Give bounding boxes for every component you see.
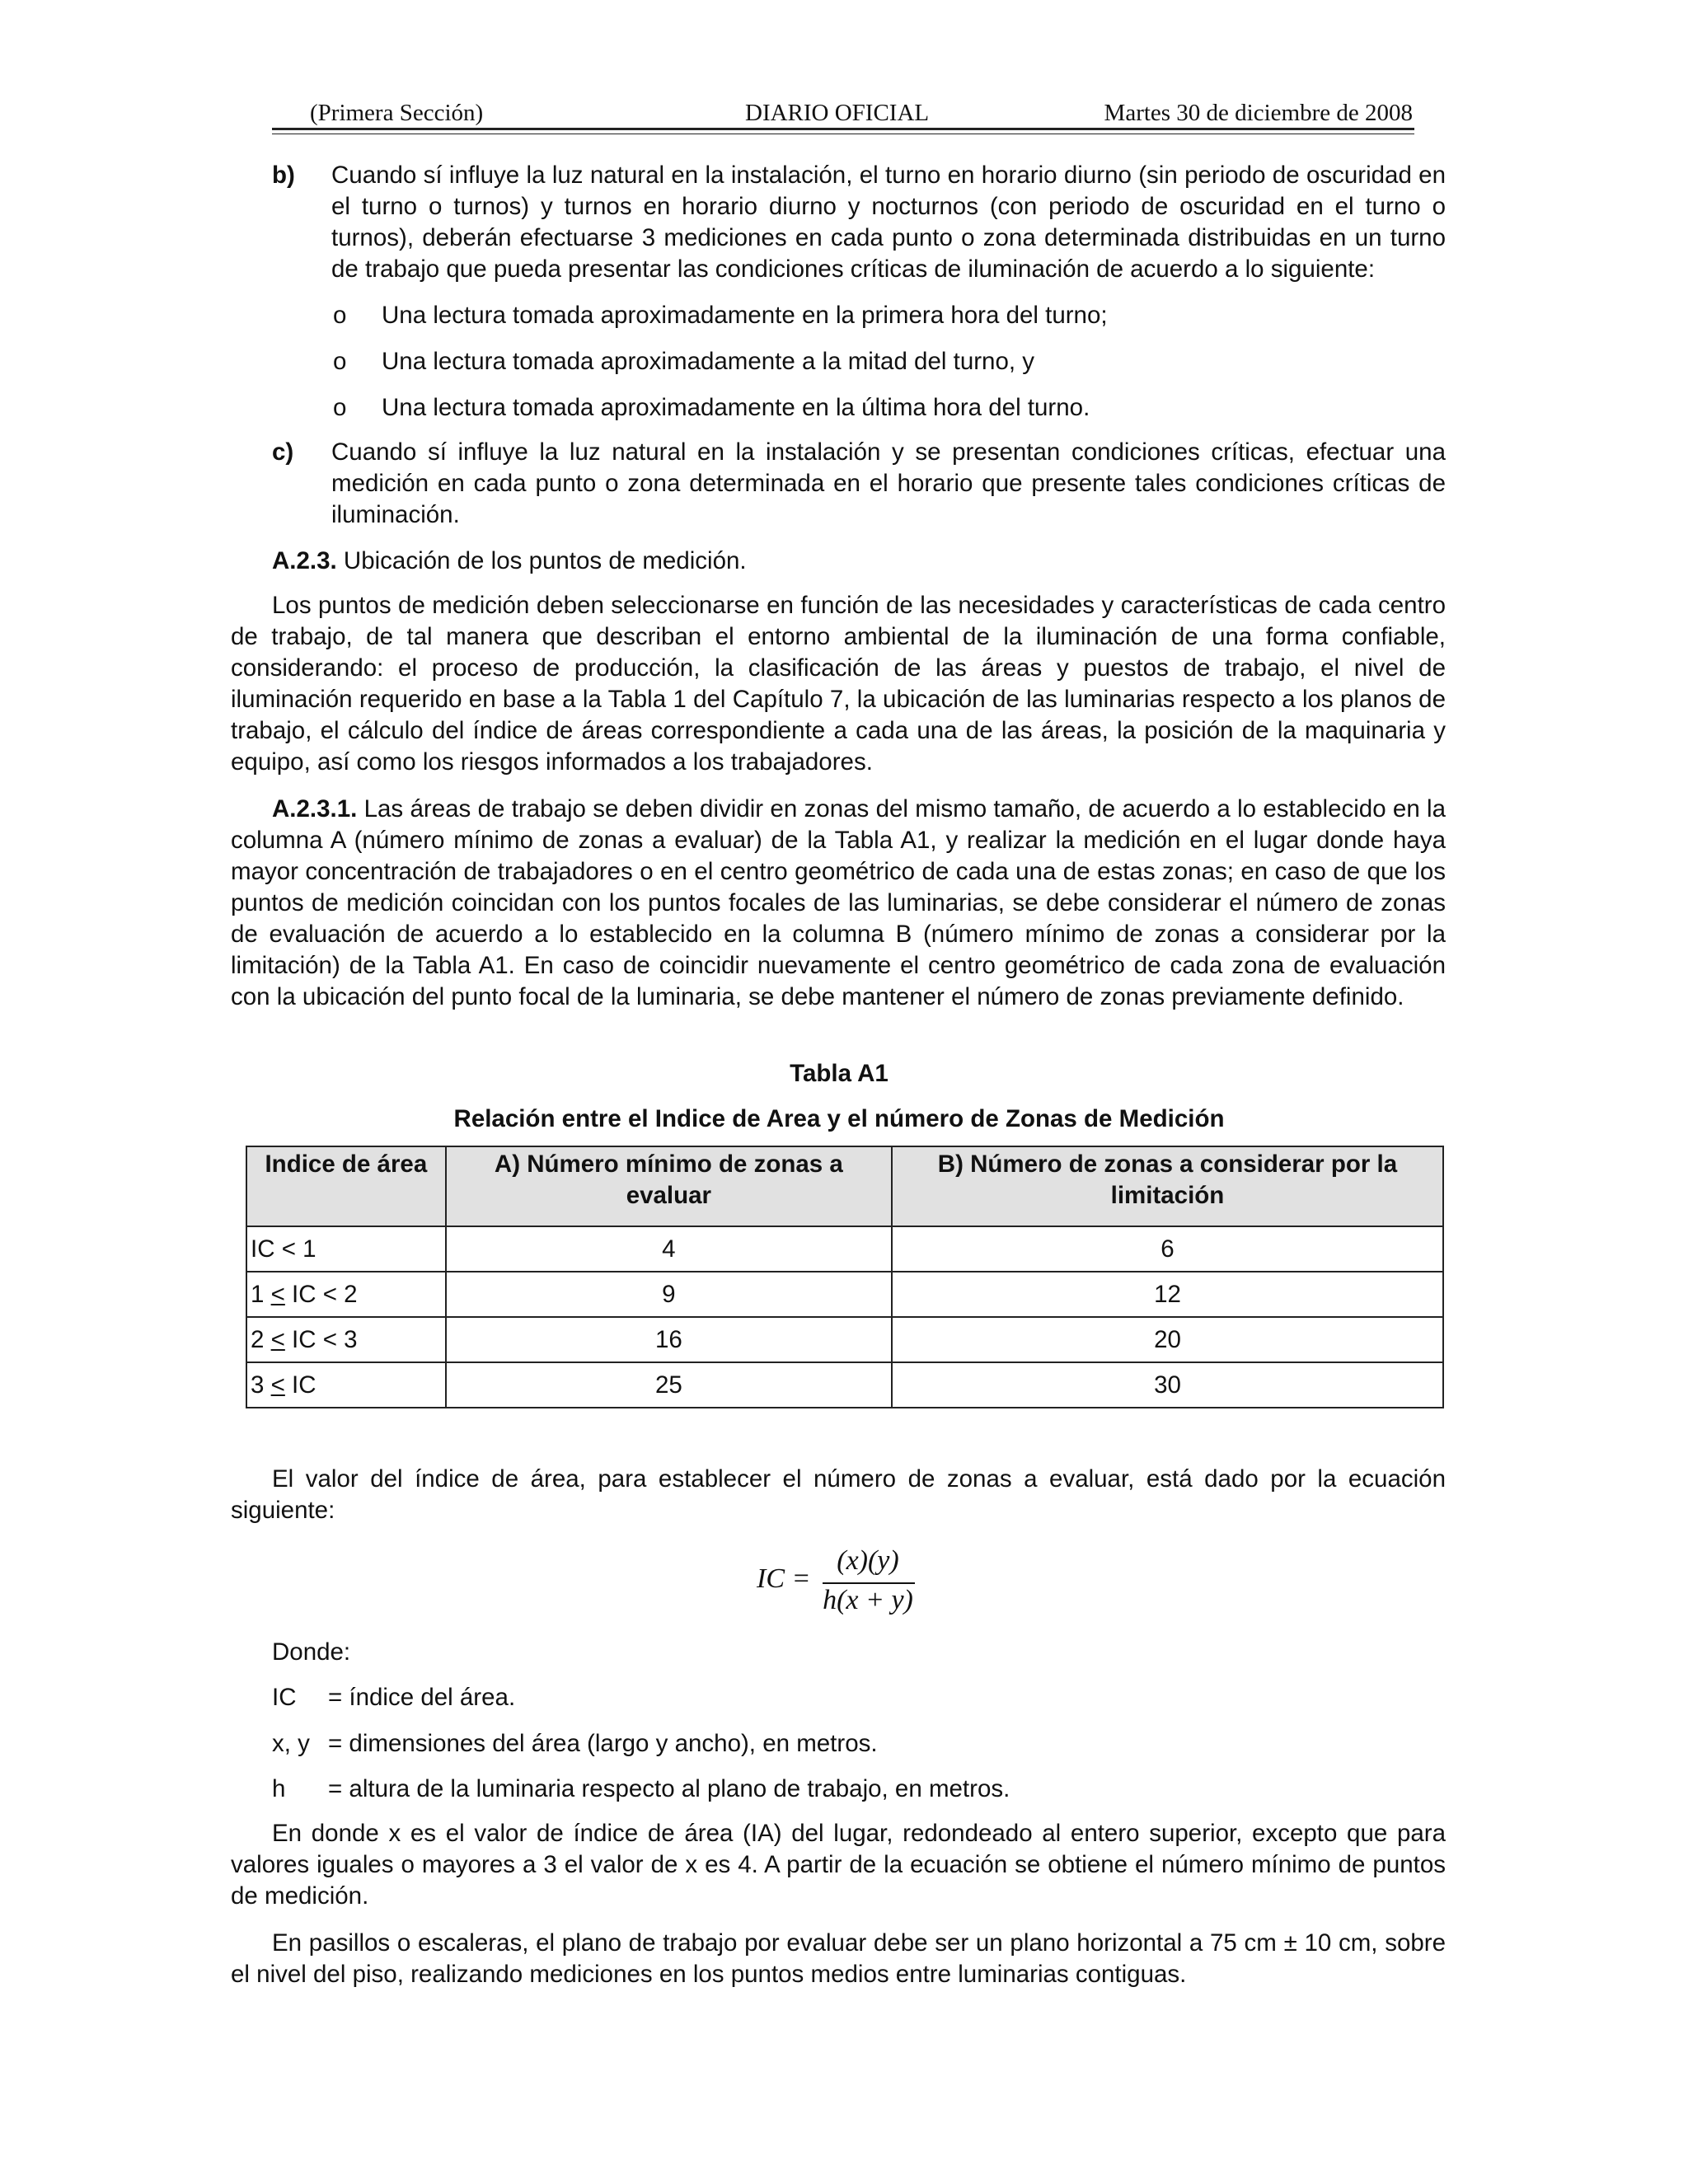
table-cell-min-zones: 16 bbox=[446, 1317, 892, 1362]
section-a231-paragraph bbox=[231, 794, 1446, 1013]
definition-term: IC bbox=[272, 1684, 297, 1711]
section-a23-heading bbox=[272, 546, 1446, 577]
header-date: Martes 30 de diciembre de 2008 bbox=[1104, 100, 1413, 126]
fraction-bar bbox=[823, 1582, 915, 1584]
table-cell-min-zones: 25 bbox=[446, 1362, 892, 1408]
section-a23-number: A.2.3. bbox=[272, 547, 337, 574]
table-cell-index: IC < 1 bbox=[246, 1226, 446, 1272]
definition-term: x, y bbox=[272, 1730, 310, 1757]
table-header-row bbox=[246, 1146, 1443, 1226]
bullet-text: Una lectura tomada aproximadamente en la última hora del turno. bbox=[382, 394, 1090, 421]
item-c-text: Cuando sí influye la luz natural en la instalación y se presentan condiciones críticas, efectuar una medición en cada punto o zona determinada en el horario que presente tales condiciones críticas de iluminación. bbox=[331, 438, 1446, 528]
column-header: A) Número mínimo de zonas a evaluar bbox=[446, 1146, 892, 1226]
equation-denominator: h(x + y) bbox=[823, 1585, 913, 1615]
table-cell-limit-zones: 20 bbox=[892, 1317, 1443, 1362]
table-subtitle: Relación entre el Indice de Area y el número de Zonas de Medición bbox=[453, 1105, 1225, 1132]
equation-lhs: IC = bbox=[757, 1563, 811, 1594]
definition-desc: = dimensiones del área (largo y ancho), en metros. bbox=[328, 1730, 878, 1757]
header-rule-thick bbox=[272, 128, 1414, 130]
table-cell-index: 1 < IC < 2 bbox=[246, 1272, 446, 1317]
definition-row bbox=[272, 1728, 878, 1760]
column-header: Indice de área bbox=[246, 1146, 446, 1226]
section-a23-title: Ubicación de los puntos de medición. bbox=[336, 547, 747, 574]
table-cell-index: 2 < IC < 3 bbox=[246, 1317, 446, 1362]
area-index-equation bbox=[757, 1545, 921, 1619]
definition-desc: = altura de la luminaria respecto al plano de trabajo, en metros. bbox=[328, 1775, 1010, 1802]
paragraph-indice-area: El valor del índice de área, para establecer el número de zonas a evaluar, está dado por la ecuación siguiente: bbox=[231, 1465, 1446, 1524]
definition-term: h bbox=[272, 1775, 286, 1802]
definition-row bbox=[272, 1682, 515, 1713]
table-row bbox=[246, 1226, 1443, 1272]
bullet-mark: o bbox=[333, 394, 347, 421]
paragraph-pasillos: En pasillos o escaleras, el plano de trabajo por evaluar debe ser un plano horizontal a 75 cm ± 10 cm, sobre el nivel del piso, realizando mediciones en los puntos medios entre luminarias contiguas. bbox=[231, 1929, 1446, 1988]
header-publication: DIARIO OFICIAL bbox=[745, 100, 930, 126]
table-cell-min-zones: 9 bbox=[446, 1272, 892, 1317]
table-title: Tabla A1 bbox=[790, 1060, 889, 1087]
table-row bbox=[246, 1362, 1443, 1408]
bullet-mark: o bbox=[333, 348, 347, 375]
bullet-text: Una lectura tomada aproximadamente a la mitad del turno, y bbox=[382, 348, 1035, 375]
table-cell-limit-zones: 6 bbox=[892, 1226, 1443, 1272]
section-a231-number: A.2.3.1. bbox=[272, 795, 358, 823]
table-row bbox=[246, 1272, 1443, 1317]
table-a1 bbox=[246, 1146, 1444, 1408]
paragraph-puntos-medicion: Los puntos de medición deben seleccionarse en función de las necesidades y características de cada centro de trabajo, de tal manera que describan el entorno ambiental de la iluminación de una forma confiable, considerando: el proceso de producción, la clasificación de las áreas y puestos de trabajo, el nivel de iluminación requerido en base a la Tabla 1 del Capítulo 7, la ubicación de las luminarias respecto a los planos de trabajo, el cálculo del índice de áreas correspondiente a cada una de las áreas, la posición de la maquinaria y equipo, así como los riesgos informados a los trabajadores. bbox=[231, 592, 1446, 776]
paragraph-valor-x: En donde x es el valor de índice de área (IA) del lugar, redondeado al entero superior, excepto que para valores iguales o mayores a 3 el valor de x es 4. A partir de la ecuación se obtiene el número mínimo de puntos de medición. bbox=[231, 1820, 1446, 1910]
table-cell-index: 3 < IC bbox=[246, 1362, 446, 1408]
table-row bbox=[246, 1317, 1443, 1362]
section-a231-text: Las áreas de trabajo se deben dividir en zonas del mismo tamaño, de acuerdo a lo establecido en la columna A (número mínimo de zonas a evaluar) de la Tabla A1, y realizar la medición en el lugar donde haya mayor concentración de trabajadores o en el centro geométrico de cada una de estas zonas; en caso de que los puntos de medición coincidan con los puntos focales de las luminarias, se debe considerar el número de zonas de evaluación de acuerdo a lo establecido en la columna B (número mínimo de zonas a considerar por la limitación) de la Tabla A1. En caso de coincidir nuevamente el centro geométrico de cada zona de evaluación con la ubicación del punto focal de la luminaria, se debe mantener el número de zonas previamente definido. bbox=[231, 795, 1446, 1010]
column-header: B) Número de zonas a considerar por la limitación bbox=[892, 1146, 1443, 1226]
item-b-text: Cuando sí influye la luz natural en la instalación, el turno en horario diurno (sin periodo de oscuridad en el turno o turnos) y turnos en horario diurno y nocturnos (con periodo de oscuridad en el turno o turnos), deberán efectuarse 3 mediciones en cada punto o zona determinada distribuidas en un turno de trabajo que pueda presentar las condiciones críticas de iluminación de acuerdo a lo siguiente: bbox=[331, 162, 1446, 283]
item-c-label: c) bbox=[272, 438, 294, 466]
bullet-text: Una lectura tomada aproximadamente en la primera hora del turno; bbox=[382, 302, 1108, 329]
header-section: (Primera Sección) bbox=[310, 100, 484, 126]
table-cell-min-zones: 4 bbox=[446, 1226, 892, 1272]
table-cell-limit-zones: 30 bbox=[892, 1362, 1443, 1408]
definition-desc: = índice del área. bbox=[328, 1684, 516, 1711]
page-header bbox=[307, 92, 1413, 130]
donde-label: Donde: bbox=[272, 1638, 351, 1666]
table-cell-limit-zones: 12 bbox=[892, 1272, 1443, 1317]
bullet-mark: o bbox=[333, 302, 347, 329]
item-b-label: b) bbox=[272, 162, 295, 189]
definition-row bbox=[272, 1774, 1010, 1805]
equation-numerator: (x)(y) bbox=[837, 1545, 899, 1576]
